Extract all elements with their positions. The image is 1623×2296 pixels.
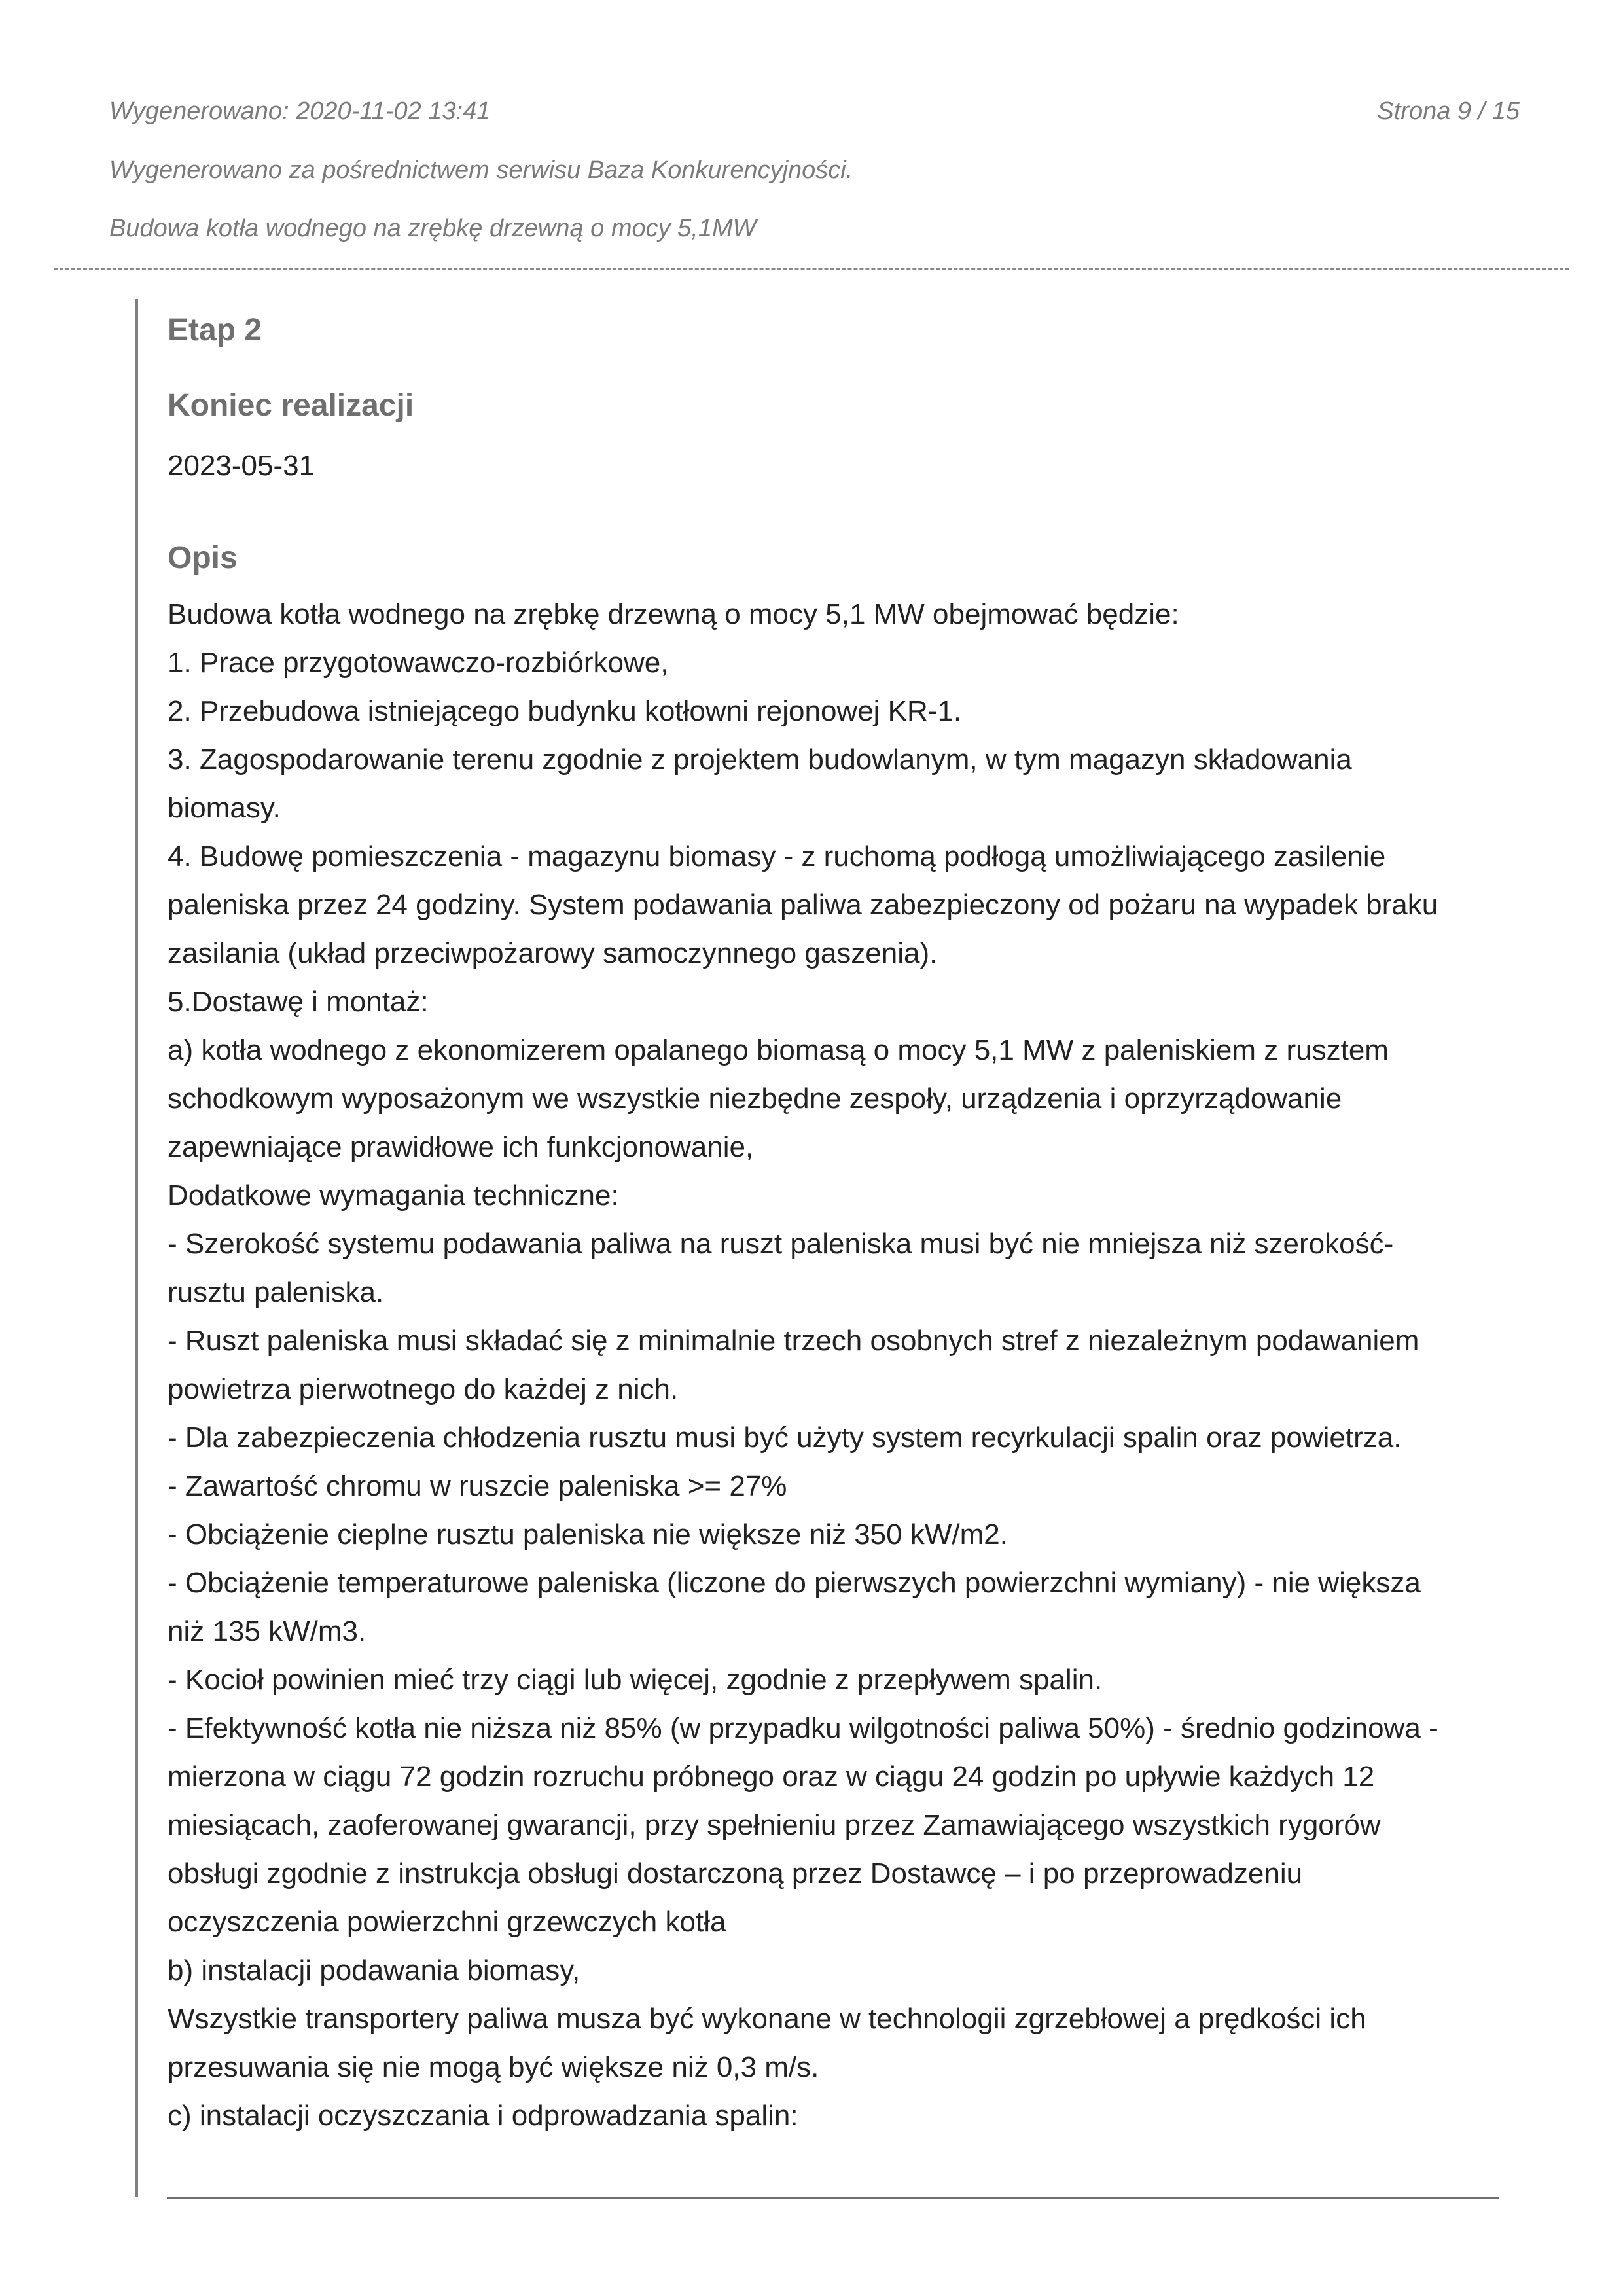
description-line: - Kocioł powinien mieć trzy ciągi lub więcej, zgodnie z przepływem spalin. xyxy=(168,1664,1103,1696)
description-line: przesuwania się nie mogą być większe niż 0,3 m/s. xyxy=(168,2051,819,2083)
description-line: niż 135 kW/m3. xyxy=(168,1615,366,1647)
description-line: Wszystkie transportery paliwa musza być wykonane w technologii zgrzebłowej a prędkości ich xyxy=(168,2003,1366,2035)
description-line: zasilania (układ przeciwpożarowy samoczynnego gaszenia). xyxy=(168,937,938,969)
description-line: 3. Zagospodarowanie terenu zgodnie z projektem budowlanym, w tym magazyn składowania xyxy=(168,744,1352,776)
description-line: oczyszczenia powierzchni grzewczych kotła xyxy=(168,1906,726,1938)
description-line: - Obciążenie temperaturowe paleniska (liczone do pierwszych powierzchni wymiany) - nie większa xyxy=(168,1567,1421,1599)
description-line: 1. Prace przygotowawczo-rozbiórkowe, xyxy=(168,647,669,679)
description-line: - Zawartość chromu w ruszcie paleniska >= 27% xyxy=(168,1470,787,1502)
stage-heading: Etap 2 xyxy=(168,313,262,348)
description-line: miesiącach, zaoferowanej gwarancji, przy spełnieniu przez Zamawiającego wszystkich rygorów xyxy=(168,1809,1381,1841)
description-line: Dodatkowe wymagania techniczne: xyxy=(168,1179,619,1211)
page-number: Strona 9 / 15 xyxy=(1377,98,1520,125)
description-line: powietrza pierwotnego do każdej z nich. xyxy=(168,1373,679,1405)
description-line: mierzona w ciągu 72 godzin rozruchu próbnego oraz w ciągu 24 godzin po upływie każdych 12 xyxy=(168,1761,1375,1793)
description-line: - Efektywność kotła nie niższa niż 85% (w przypadku wilgotności paliwa 50%) - średnio godzinowa - xyxy=(168,1712,1438,1744)
description-line: 5.Dostawę i montaż: xyxy=(168,986,429,1018)
end-date-label: Koniec realizacji xyxy=(168,388,414,423)
section-bottom-divider xyxy=(167,2197,1499,2199)
description-line: obsługi zgodnie z instrukcja obsługi dostarczoną przez Dostawcę – i po przeprowadzeniu xyxy=(168,1857,1303,1890)
description-line: - Szerokość systemu podawania paliwa na ruszt paleniska musi być nie mniejsza niż szerokość- xyxy=(168,1228,1394,1260)
description-line: 2. Przebudowa istniejącego budynku kotłowni rejonowej KR-1. xyxy=(168,695,962,727)
description-line: - Ruszt paleniska musi składać się z minimalnie trzech osobnych stref z niezależnym podawaniem xyxy=(168,1325,1419,1357)
generated-timestamp: Wygenerowano: 2020-11-02 13:41 xyxy=(109,98,491,125)
description-line: Budowa kotła wodnego na zrębkę drzewną o mocy 5,1 MW obejmować będzie: xyxy=(168,598,1179,630)
description-line: biomasy. xyxy=(168,792,281,824)
document-title: Budowa kotła wodnego na zrębkę drzewną o mocy 5,1MW xyxy=(109,215,757,242)
description-line: - Obciążenie cieplne rusztu paleniska nie większe niż 350 kW/m2. xyxy=(168,1518,1008,1551)
description-line: paleniska przez 24 godziny. System podawania paliwa zabezpieczony od pożaru na wypadek braku xyxy=(168,889,1438,921)
generated-via-note: Wygenerowano za pośrednictwem serwisu Baza Konkurencyjności. xyxy=(109,156,853,184)
description-line: - Dla zabezpieczenia chłodzenia rusztu musi być użyty system recyrkulacji spalin oraz powietrza. xyxy=(168,1422,1402,1454)
description-label: Opis xyxy=(168,541,238,575)
header-divider xyxy=(54,268,1569,270)
section-left-border xyxy=(135,299,138,2197)
description-line: schodkowym wyposażonym we wszystkie niezbędne zespoły, urządzenia i oprzyrządowanie xyxy=(168,1083,1342,1115)
description-line: c) instalacji oczyszczania i odprowadzania spalin: xyxy=(168,2100,798,2132)
description-line: zapewniające prawidłowe ich funkcjonowanie, xyxy=(168,1131,754,1163)
description-line: 4. Budowę pomieszczenia - magazynu biomasy - z ruchomą podłogą umożliwiającego zasilenie xyxy=(168,840,1386,872)
description-line: a) kotła wodnego z ekonomizerem opalanego biomasą o mocy 5,1 MW z paleniskiem z rusztem xyxy=(168,1034,1389,1066)
description-line: rusztu paleniska. xyxy=(168,1276,384,1308)
description-line: b) instalacji podawania biomasy, xyxy=(168,1954,580,1986)
end-date-value: 2023-05-31 xyxy=(168,450,315,482)
description-text xyxy=(168,590,1503,2140)
